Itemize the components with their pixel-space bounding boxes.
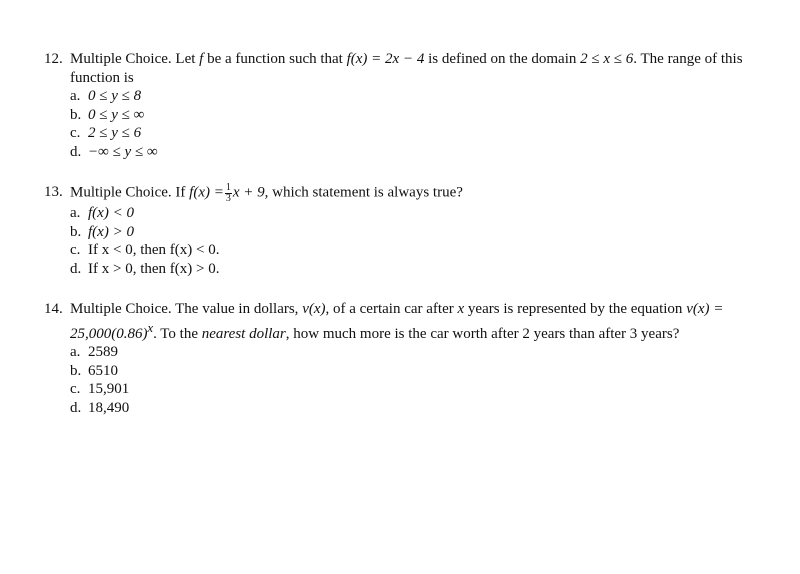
question-13-header xyxy=(44,183,764,204)
fraction xyxy=(225,183,232,204)
choice-letter: c. xyxy=(70,381,81,397)
stem-exponent: x xyxy=(147,320,154,335)
stem-text: , which statement is always true? xyxy=(264,184,463,201)
stem-math: v(x) = 25,000(0.86) xyxy=(70,301,724,342)
stem-text: , of a certain car after xyxy=(325,301,458,317)
question-number: 12. xyxy=(44,51,63,67)
question-stem xyxy=(70,50,764,87)
choice-list xyxy=(44,204,764,278)
stem-text: . To the xyxy=(153,325,202,342)
stem-text: is defined on the domain xyxy=(424,51,581,67)
choice-text: 2 ≤ y ≤ 6 xyxy=(88,125,142,141)
stem-text: years is represented by the equation xyxy=(464,301,687,317)
choice-d xyxy=(70,399,764,418)
choice-letter: a. xyxy=(70,344,81,360)
choice-letter: d. xyxy=(70,143,82,160)
question-number: 14. xyxy=(44,301,63,317)
choice-list xyxy=(44,343,764,417)
stem-text: , how much more is the car worth after 2 years than after 3 years? xyxy=(285,325,680,342)
choice-letter: b. xyxy=(70,223,82,240)
choice-b xyxy=(70,106,764,125)
stem-text: Multiple Choice. The value in dollars, xyxy=(70,301,303,317)
choice-d xyxy=(70,260,764,279)
choice-text: 18,490 xyxy=(88,399,130,416)
stem-text: be a function such that xyxy=(203,51,347,67)
stem-math: v(x) xyxy=(302,301,326,317)
choice-text: f(x) < 0 xyxy=(88,205,134,221)
choice-text: −∞ ≤ y ≤ ∞ xyxy=(88,143,158,160)
choice-text: 0 ≤ y ≤ 8 xyxy=(88,88,142,104)
choice-text: 6510 xyxy=(88,362,118,379)
question-13 xyxy=(44,183,764,278)
choice-letter: a. xyxy=(70,88,81,104)
question-number: 13. xyxy=(44,184,63,200)
question-stem xyxy=(70,300,764,343)
choice-a xyxy=(70,343,764,362)
choice-text: If x > 0, then f(x) > 0. xyxy=(88,260,220,277)
choice-text: f(x) > 0 xyxy=(88,223,134,240)
choice-c xyxy=(70,380,764,399)
question-12 xyxy=(44,50,764,161)
choice-b xyxy=(70,362,764,381)
stem-text: Multiple Choice. If xyxy=(70,184,190,201)
stem-math: x xyxy=(457,301,465,317)
question-14 xyxy=(44,300,764,417)
choice-text: 0 ≤ y ≤ ∞ xyxy=(88,106,145,123)
question-stem xyxy=(70,183,764,204)
choice-c xyxy=(70,124,764,143)
choice-text: 15,901 xyxy=(88,381,130,397)
choice-list xyxy=(44,87,764,161)
stem-math: x + 9 xyxy=(232,184,265,201)
choice-letter: b. xyxy=(70,362,82,379)
choice-a xyxy=(70,87,764,106)
choice-text: If x < 0, then f(x) < 0. xyxy=(88,242,220,258)
fraction-denominator: 3 xyxy=(225,193,231,204)
fraction-numerator: 1 xyxy=(225,182,231,193)
choice-letter: d. xyxy=(70,260,82,277)
question-14-header xyxy=(44,300,764,343)
choice-a xyxy=(70,204,764,223)
choice-c xyxy=(70,241,764,260)
stem-math: f(x) = xyxy=(189,184,224,201)
question-12-header xyxy=(44,50,764,87)
choice-b xyxy=(70,223,764,242)
choice-letter: a. xyxy=(70,205,81,221)
stem-math: 2 ≤ x ≤ 6 xyxy=(580,51,634,67)
choice-d xyxy=(70,143,764,162)
choice-letter: b. xyxy=(70,106,82,123)
choice-letter: c. xyxy=(70,125,81,141)
stem-text: Multiple Choice. Let xyxy=(70,51,200,67)
stem-math: f(x) = 2x − 4 xyxy=(346,51,425,67)
stem-math: f xyxy=(199,51,204,67)
stem-text: . The range of this function is xyxy=(70,51,743,86)
choice-letter: c. xyxy=(70,242,81,258)
choice-letter: d. xyxy=(70,399,82,416)
choice-text: 2589 xyxy=(88,344,118,360)
stem-emphasis: nearest dollar xyxy=(201,325,286,342)
